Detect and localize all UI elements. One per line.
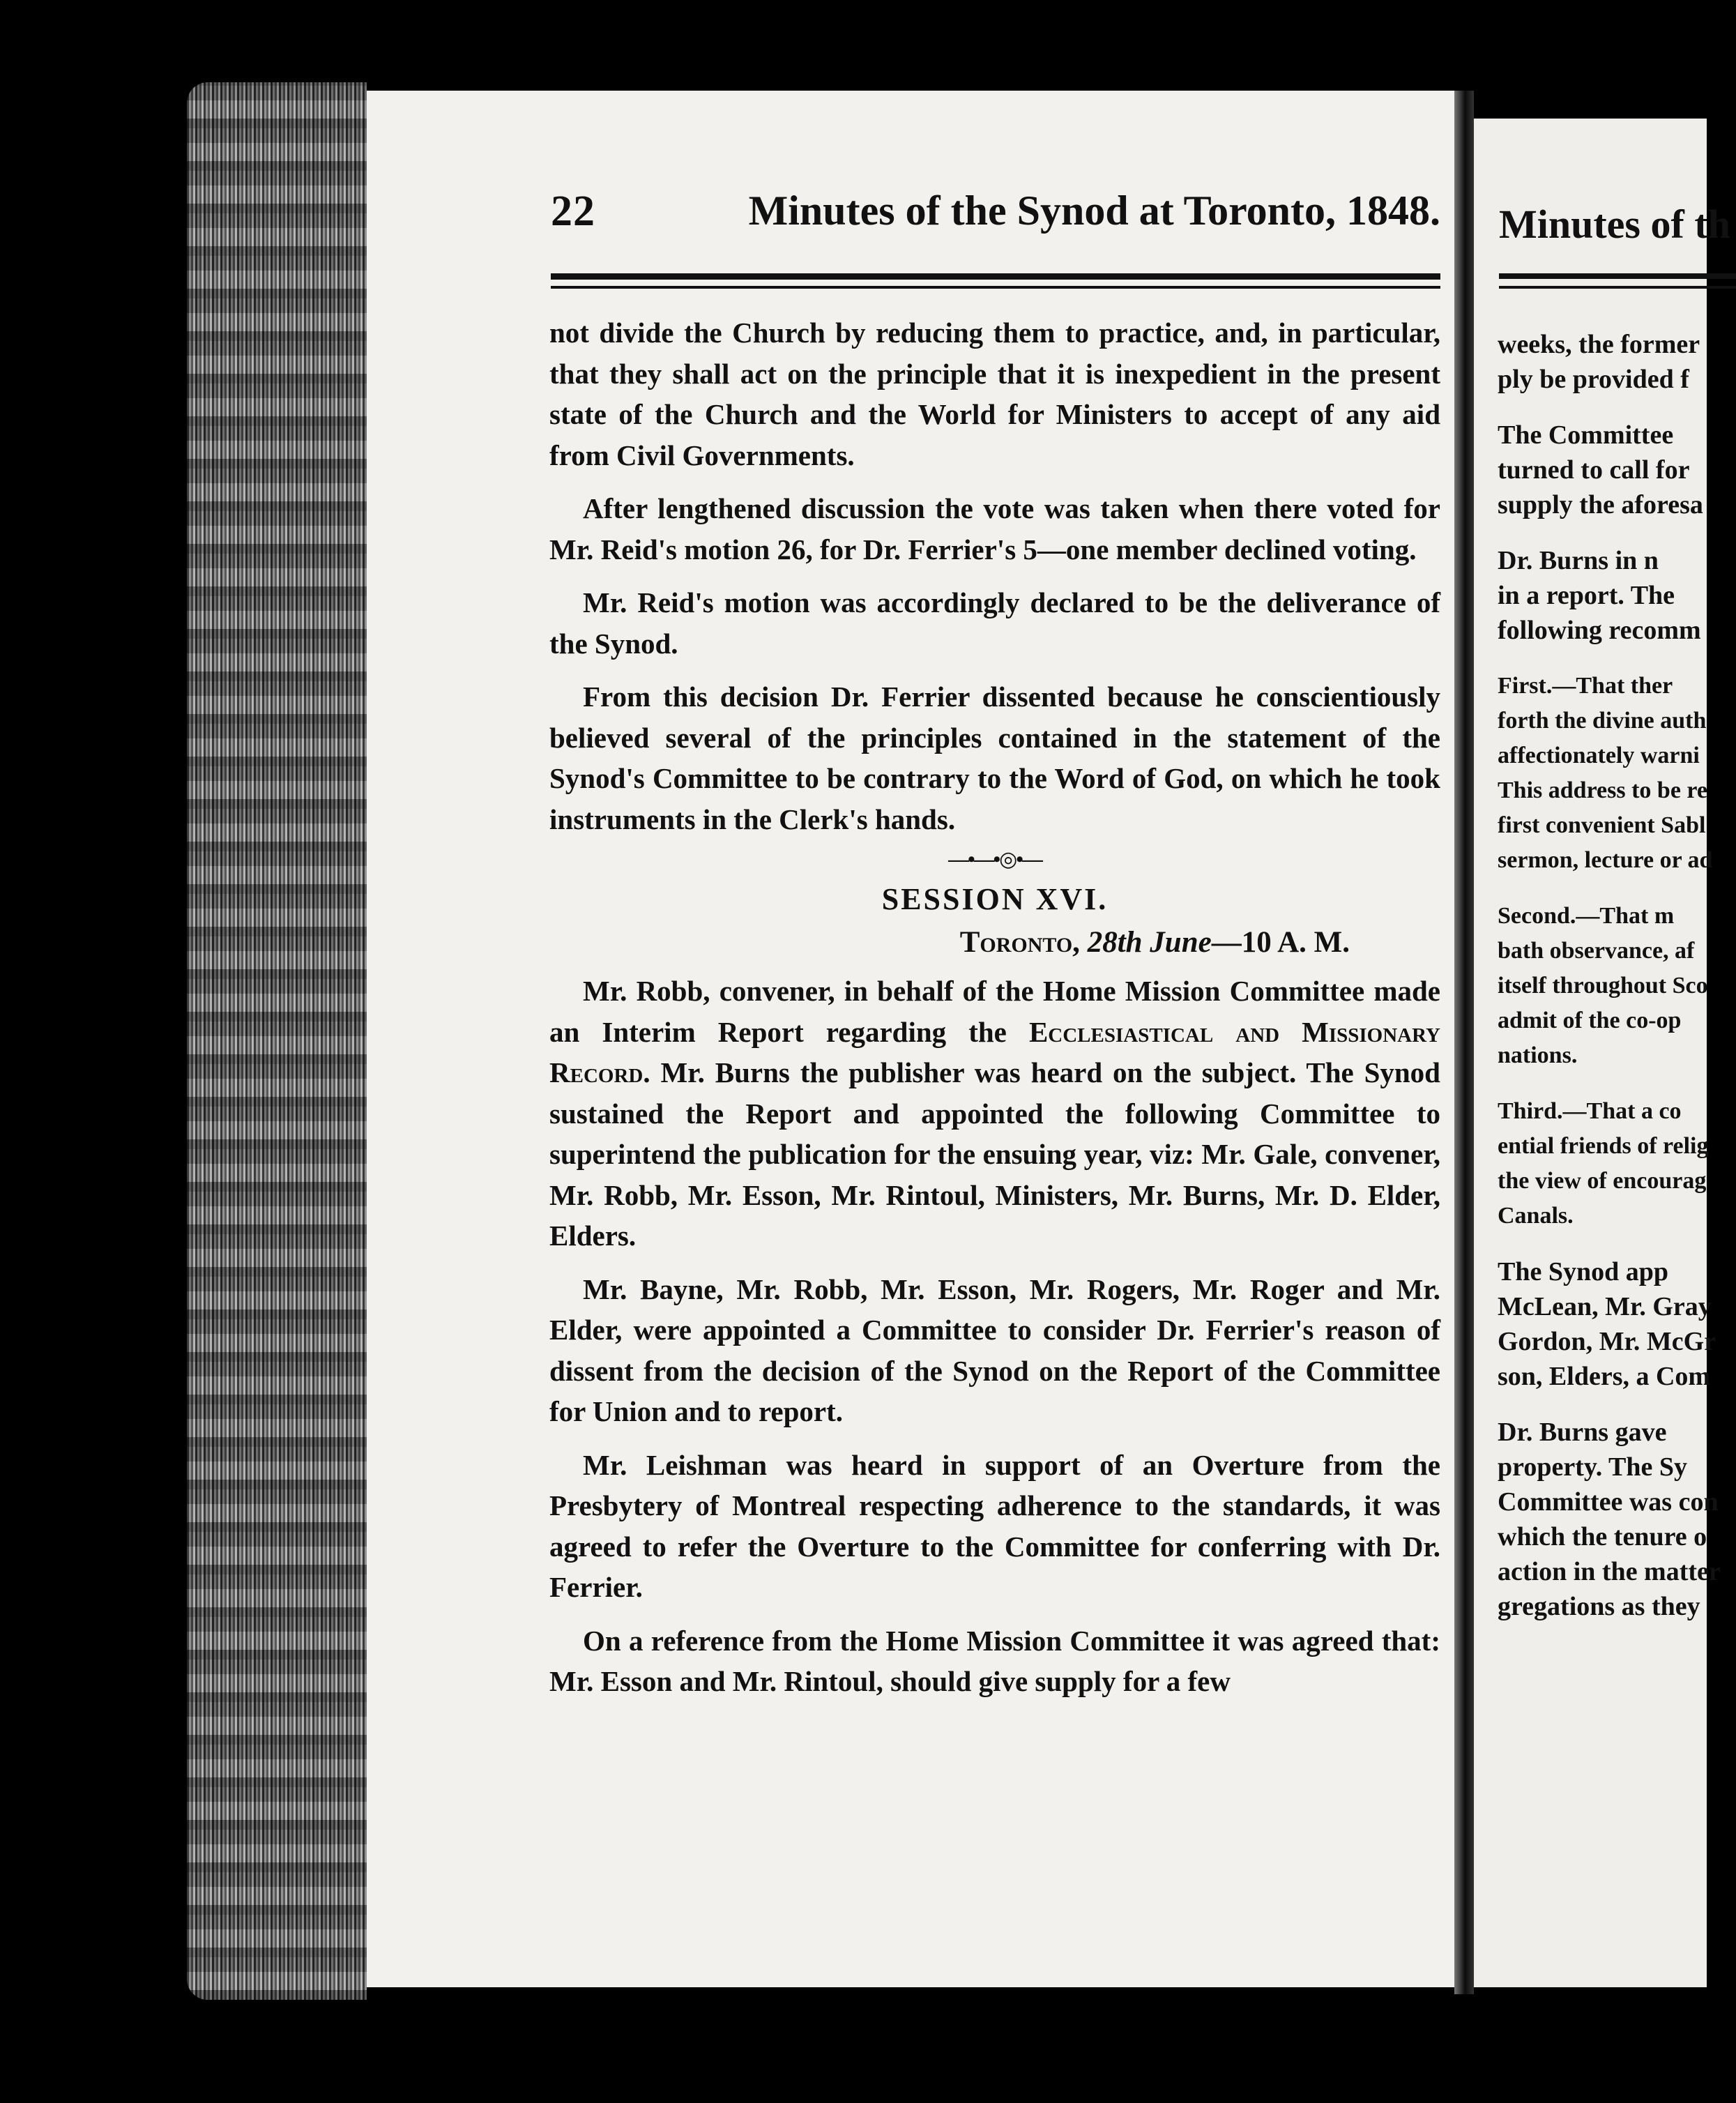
header-rule-thick [551, 273, 1440, 280]
paragraph-interim-report [549, 971, 1440, 1257]
right-page-line: McLean, Mr. Gray [1498, 1292, 1712, 1321]
right-page-line: Canals. [1498, 1203, 1574, 1229]
right-page-line: bath observance, af [1498, 938, 1695, 964]
right-page-line: itself throughout Sco [1498, 973, 1708, 999]
right-page [1474, 119, 1730, 1987]
left-page-body [549, 312, 1440, 1702]
paragraph-dissent: From this decision Dr. Ferrier dissented because he conscientiously believed several of the principles contained in the statement of the Synod's Committee to be contrary to the Word of God, on which he took instruments in the Clerk's hands. [549, 681, 1440, 835]
record-title: Ecclesiastical and Missionary Record [549, 1015, 1440, 1088]
right-page-line: turned to call for [1498, 455, 1690, 485]
paragraph-deliverance: Mr. Reid's motion was accordingly declared to be the deliverance of the Synod. [549, 586, 1440, 660]
paragraph-interim-report-end: . Mr. Burns the publisher was heard on the subject. The Synod sustained the Report and appointed the following Committee to superintend the publication for the ensuing year, viz: Mr. Gale, convener, Mr. Robb, Mr. Esson, Mr. Rintoul, Ministers, Mr. Burns, Mr. D. Elder, Elders. [549, 1056, 1440, 1252]
right-page-line: ply be provided f [1498, 365, 1689, 394]
right-page-line: forth the divine auth [1498, 708, 1707, 734]
session-dateline [549, 922, 1440, 964]
right-page-line: First.—That ther [1498, 673, 1673, 699]
page-header [551, 187, 1440, 250]
page-edges [187, 82, 367, 2000]
paragraph-supply: On a reference from the Home Mission Committee it was agreed that: Mr. Esson and Mr. Rintoul, should give supply for a few [549, 1624, 1440, 1697]
right-page-line: the view of encourag [1498, 1168, 1707, 1194]
right-page-line: The Committee [1498, 420, 1674, 450]
right-page-line: supply the aforesa [1498, 490, 1703, 519]
right-page-line: in a report. The [1498, 581, 1675, 610]
right-page-line: Second.—That m [1498, 903, 1675, 929]
right-page-line: weeks, the former [1498, 330, 1700, 359]
right-page-line: which the tenure o [1498, 1522, 1707, 1551]
right-page-line: Third.—That a co [1498, 1098, 1682, 1124]
section-ornament: —•—•◎•— [948, 848, 1042, 871]
right-page-line: gregations as they [1498, 1592, 1700, 1621]
right-running-title: Minutes of th [1499, 202, 1730, 247]
paragraph-committee-dissent: Mr. Bayne, Mr. Robb, Mr. Esson, Mr. Rogers, Mr. Roger and Mr. Elder, were appointed a Committee to consider Dr. Ferrier's reason of dissent from the decision of the Synod on the Report of the Committee for Union and to report. [549, 1273, 1440, 1427]
right-page-line: nations. [1498, 1042, 1578, 1068]
right-page-line: The Synod app [1498, 1257, 1669, 1286]
right-page-line: Dr. Burns gave [1498, 1418, 1667, 1447]
right-header-rule-thin [1499, 286, 1736, 289]
session-heading: SESSION XVI. [881, 882, 1109, 916]
right-page-line: action in the matter [1498, 1557, 1721, 1586]
right-page-line: Committee was con [1498, 1487, 1719, 1517]
dateline-date: 28th June [1087, 926, 1212, 959]
right-page-line: This address to be re [1498, 777, 1708, 803]
right-page-line: first convenient Sabl [1498, 812, 1706, 838]
right-page-line: property. The Sy [1498, 1452, 1688, 1482]
right-page-line: Gordon, Mr. McGr [1498, 1327, 1716, 1356]
right-header-rule-thick [1499, 273, 1736, 279]
right-page-line: Dr. Burns in n [1498, 546, 1659, 575]
right-page-line: sermon, lecture or ad [1498, 847, 1713, 873]
paragraph-continued: not divide the Church by reducing them to practice, and, in particular, that they shall act on the principle that it is inexpedient in the present state of the Church and the World for Ministers to accept of any aid from Civil Governments. [549, 317, 1440, 471]
dateline-place: Toronto, [959, 926, 1080, 959]
book-gutter [1454, 91, 1474, 1994]
paragraph-vote: After lengthened discussion the vote was taken when there voted for Mr. Reid's motion 26, for Dr. Ferrier's 5—one member declined voting. [549, 492, 1440, 565]
paragraph-overture: Mr. Leishman was heard in support of an Overture from the Presbytery of Montreal respecting adherence to the standards, it was agreed to refer the Overture to the Committee for conferring with Dr. Ferrier. [549, 1448, 1440, 1603]
header-rule-thin [551, 286, 1440, 289]
right-page-line: son, Elders, a Com [1498, 1362, 1711, 1391]
paragraph-interim-report-start: Mr. Robb, convener, in behalf of the Home Mission Committee made an Interim Report regarding the [549, 975, 1440, 1048]
page-number: 22 [551, 188, 595, 235]
right-page-line: ential friends of relig [1498, 1133, 1709, 1159]
right-page-line: admit of the co-op [1498, 1008, 1682, 1033]
running-title: Minutes of the Synod at Toronto, 1848. [748, 188, 1440, 234]
right-page-line: affectionately warni [1498, 743, 1700, 768]
dateline-time: —10 A. M. [1211, 926, 1350, 959]
right-page-line: following recomm [1498, 616, 1701, 645]
